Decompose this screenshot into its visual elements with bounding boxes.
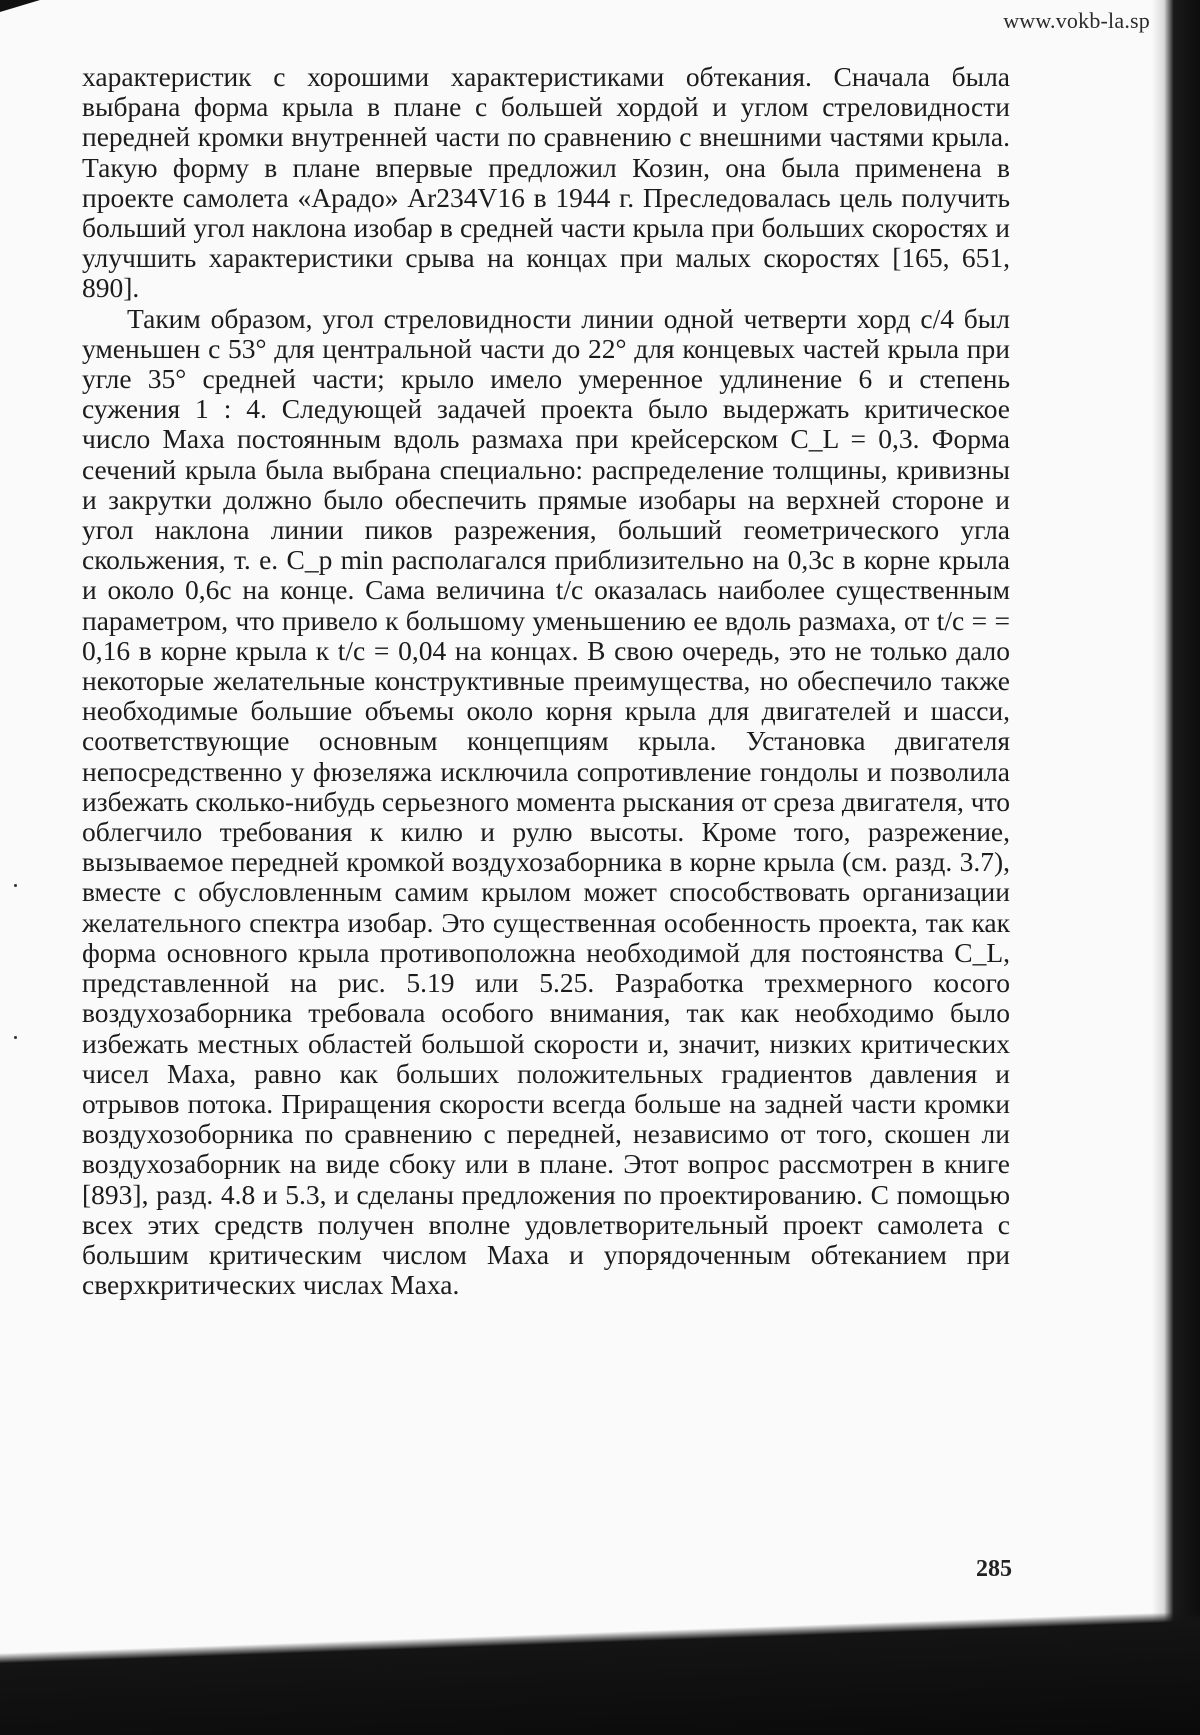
- paragraph-2: Таким образом, угол стреловидности линии одной четверти хорд c/4 был уменьшен с 53° для центральной части до 22° для концевых частей крыла при угле 35° средней части; крыло имело умеренное удлинение 6 и степень сужения 1 : 4. Следующей задачей проекта было выдержать критическое число Маха постоянным вдоль размаха при крейсерском C_L = 0,3. Форма сечений крыла была выбрана специально: распределение толщины, кривизны и закрутки должно было обеспечить прямые изобары на верхней стороне и угол наклона линии пиков разрежения, больший геометрического угла скольжения, т. е. C_p min располагался приблизительно на 0,3c в корне крыла и около 0,6c на конце. Сама величина t/c оказалась наиболее существенным параметром, что привело к большому уменьшению ее вдоль размаха, от t/c = = 0,16 в корне крыла к t/c = 0,04 на концах. В свою очередь, это не только дало некоторые желательные конструктивные преимущества, но обеспечило также необходимые большие объемы около корня крыла для двигателей и шасси, соответствующие основным концепциям крыла. Установка двигателя непосредственно у фюзеляжа исключила сопротивление гондолы и позволила избежать сколько-нибудь серьезного момента рыскания от среза двигателя, что облегчило требования к килю и рулю высоты. Кроме того, разрежение, вызываемое передней кромкой воздухозаборника в корне крыла (см. разд. 3.7), вместе с обусловленным самим крылом может способствовать организации желательного спектра изобар. Это существенная особенность проекта, так как форма основного крыла противоположна необходимой для постоянства C_L, представленной на рис. 5.19 или 5.25. Разработка трехмерного косого воздухозаборника требовала особого внимания, так как необходимо было избежать местных областей большой скорости и, значит, низких критических чисел Маха, равно как больших положительных градиентов давления и отрывов потока. Приращения скорости всегда больше на задней части кромки воздухозоборника по сравнению с передней, независимо от того, скошен ли воздухозаборник на виде сбоку или в плане. Этот вопрос рассмотрен в книге [893], разд. 4.8 и 5.3, и сделаны предложения по проектированию. С помощью всех этих средств получен вполне удовлетворительный проект самолета с большим критическим числом Маха и упорядоченным обтеканием при сверхкритических числах Маха.: [82, 302, 1010, 1301]
- scan-shadow-bottom: [0, 1605, 1200, 1735]
- paragraph-1: характеристик с хорошими характеристиками обтекания. Сначала была выбрана форма крыла в плане с большей хордой и углом стреловидности передней кромки внутренней части по сравнению с внешними частями крыла. Такую форму в плане впервые предложил Козин, она была применена в проекте самолета «Арадо» Ar234V16 в 1944 г. Преследовалась цель получить больший угол наклона изобар в средней части крыла при больших скоростях и улучшить характеристики срыва на концах при малых скоростях [165, 651, 890].: [82, 61, 1010, 304]
- body-text: [82, 62, 1010, 1300]
- corner-arrow-mark: [0, 0, 40, 12]
- margin-speck: [14, 884, 17, 887]
- source-watermark-url: www.vokb-la.sp: [1003, 8, 1150, 33]
- scan-shadow-right: [1152, 0, 1200, 1735]
- page-number: 285: [976, 1556, 1012, 1582]
- margin-speck: [14, 1036, 17, 1039]
